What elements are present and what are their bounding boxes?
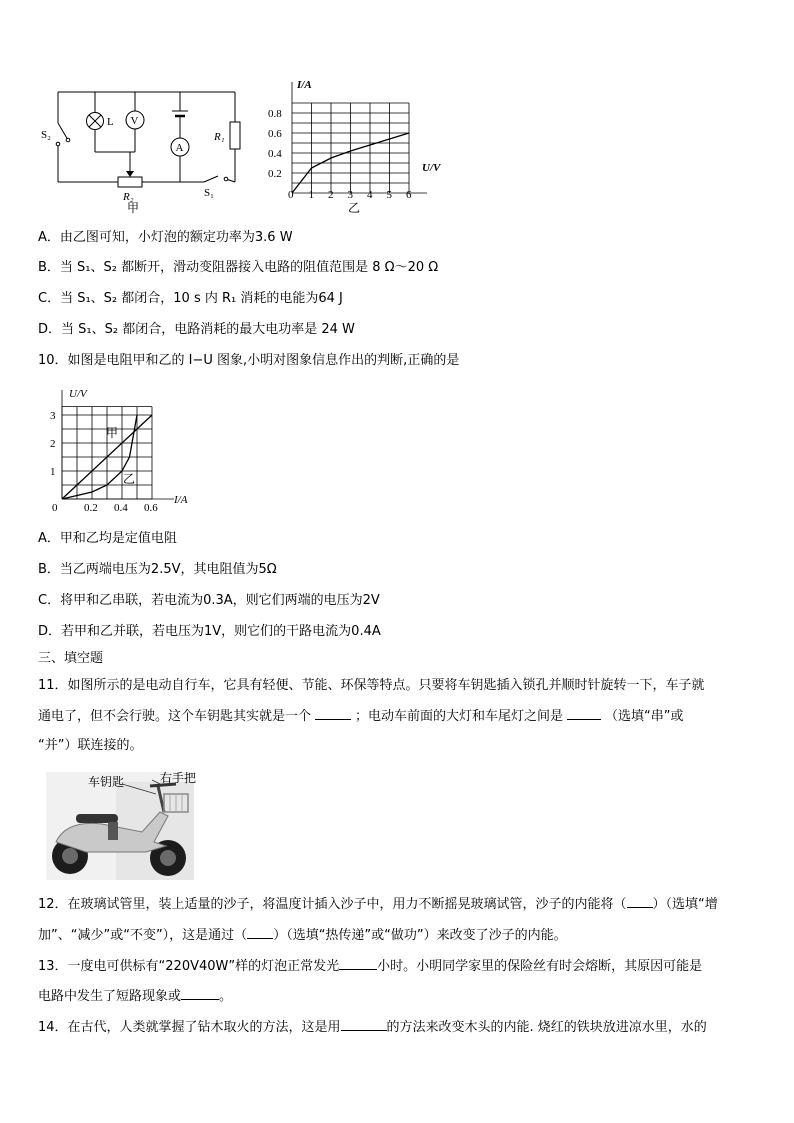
g9-xtick: 4	[367, 189, 373, 201]
label-s2: S₂	[41, 129, 51, 141]
q13-blank-2[interactable]	[181, 987, 219, 1000]
q9-option-b: B．当 S₁、S₂ 都断开，滑动变阻器接入电路的阻值范围是 8 Ω～20 Ω	[38, 260, 439, 275]
q12-text-a: 12．在玻璃试管里，装上适量的沙子，将温度计插入沙子中，用力不断摇晃玻璃试管，沙子的内能将（	[38, 897, 627, 912]
g9-caption: 乙	[348, 201, 361, 215]
q14-text-a: 14．在古代，人类就掌握了钻木取火的方法，这是用	[38, 1020, 341, 1035]
circuit-caption: 甲	[127, 201, 140, 215]
g9-xlabel: U/V	[422, 162, 441, 174]
q12-text-d: ）（选填“热传递”或“做功”）来改变了沙子的内能。	[273, 928, 567, 943]
q9-option-c: C．当 S₁、S₂ 都闭合，10 s 内 R₁ 消耗的电能为64 J	[38, 291, 343, 306]
g10-ylabel: U/V	[69, 388, 87, 400]
g10-xtick: 0.4	[114, 502, 128, 514]
q11-line2	[38, 707, 684, 726]
g9-xtick: 2	[328, 189, 334, 201]
label-r2: R₂	[123, 191, 134, 203]
q13-line2	[38, 987, 232, 1006]
q9-option-a: A．由乙图可知，小灯泡的额定功率为3.6 W	[38, 230, 293, 245]
g10-ytick: 1	[50, 466, 56, 478]
label-jia: 甲	[106, 426, 119, 440]
g9-ytick: 0.4	[268, 148, 282, 160]
q10-stem: 10．如图是电阻甲和乙的 I−U 图象,小明对图象信息作出的判断,正确的是	[38, 353, 460, 368]
q9-option-d: D．当 S₁、S₂ 都闭合，电路消耗的最大电功率是 24 W	[38, 322, 355, 337]
g10-xtick: 0.6	[144, 502, 158, 514]
g9-xtick: 3	[347, 189, 353, 201]
q13-text-c: 电路中发生了短路现象或	[38, 989, 182, 1004]
q11-blank-1[interactable]	[315, 707, 351, 720]
label-lamp: L	[107, 116, 114, 128]
q11-line3: “并”）联连接的。	[38, 738, 143, 753]
q12-blank-2[interactable]	[247, 926, 273, 939]
q14-blank-1[interactable]	[341, 1018, 387, 1031]
label-s1: S₁	[204, 187, 214, 199]
current-voltage-graph	[264, 76, 441, 218]
g9-xtick: 1	[308, 189, 314, 201]
g10-ytick: 3	[50, 410, 56, 422]
g9-ytick: 0.8	[268, 108, 282, 120]
label-car-key: 车钥匙	[88, 775, 125, 789]
q12-line2	[38, 926, 567, 945]
q12-blank-1[interactable]	[627, 895, 653, 908]
g9-xtick: 6	[406, 189, 412, 201]
label-yi: 乙	[123, 472, 136, 486]
g9-origin: 0	[288, 189, 294, 201]
g9-ylabel: I/A	[297, 79, 312, 91]
label-ammeter: A	[175, 142, 184, 154]
section-heading: 三、填空题	[38, 651, 104, 666]
q10-option-c: C．将甲和乙串联，若电流为0.3A，则它们两端的电压为2V	[38, 593, 380, 608]
circuit-diagram	[38, 78, 248, 216]
q12-text-c: 加”、“减少”或“不变”），这是通过（	[38, 928, 248, 943]
q14-line1	[38, 1018, 707, 1037]
label-right-handle: 右手把	[160, 771, 197, 785]
q11-text-b: ；电动车前面的大灯和车尾灯之间是	[355, 709, 564, 724]
g9-ytick: 0.2	[268, 168, 282, 180]
g10-xlabel: I/A	[174, 494, 188, 506]
g10-origin: 0	[52, 502, 58, 514]
label-voltmeter: V	[130, 115, 139, 127]
g10-xtick: 0.2	[84, 502, 98, 514]
q13-blank-1[interactable]	[339, 957, 377, 970]
g9-ytick: 0.6	[268, 128, 282, 140]
electric-bicycle-photo	[46, 771, 197, 880]
label-r1: R₁	[214, 131, 225, 143]
q10-option-a: A．甲和乙均是定值电阻	[38, 531, 177, 546]
q14-text-b: 的方法来改变木头的内能. 烧红的铁块放进凉水里，水的	[386, 1020, 707, 1035]
q11-text-c: （选填“串”或	[605, 709, 684, 724]
q12-text-b: ）（选填“增	[652, 897, 718, 912]
resistance-ui-graph	[38, 384, 208, 516]
q13-line1	[38, 957, 702, 976]
q11-blank-2[interactable]	[567, 707, 601, 720]
q11-text-a: 通电了，但不会行驶。这个车钥匙其实就是一个	[38, 709, 312, 724]
q12-line1	[38, 895, 718, 914]
q11-line1: 11．如图所示的是电动自行车，它具有轻便、节能、环保等特点。只要将车钥匙插入锁孔并顺时针旋转一下，车子就	[38, 678, 705, 693]
g9-xtick: 5	[386, 189, 392, 201]
q13-text-a: 13．一度电可供标有“220V40W”样的灯泡正常发光	[38, 959, 340, 974]
q13-text-b: 小时。小明同学家里的保险丝有时会熔断，其原因可能是	[377, 959, 703, 974]
g10-ytick: 2	[50, 438, 56, 450]
q13-text-d: 。	[219, 989, 233, 1004]
q10-option-b: B．当乙两端电压为2.5V，其电阻值为5Ω	[38, 562, 277, 577]
q10-option-d: D．若甲和乙并联，若电压为1V，则它们的干路电流为0.4A	[38, 624, 381, 639]
